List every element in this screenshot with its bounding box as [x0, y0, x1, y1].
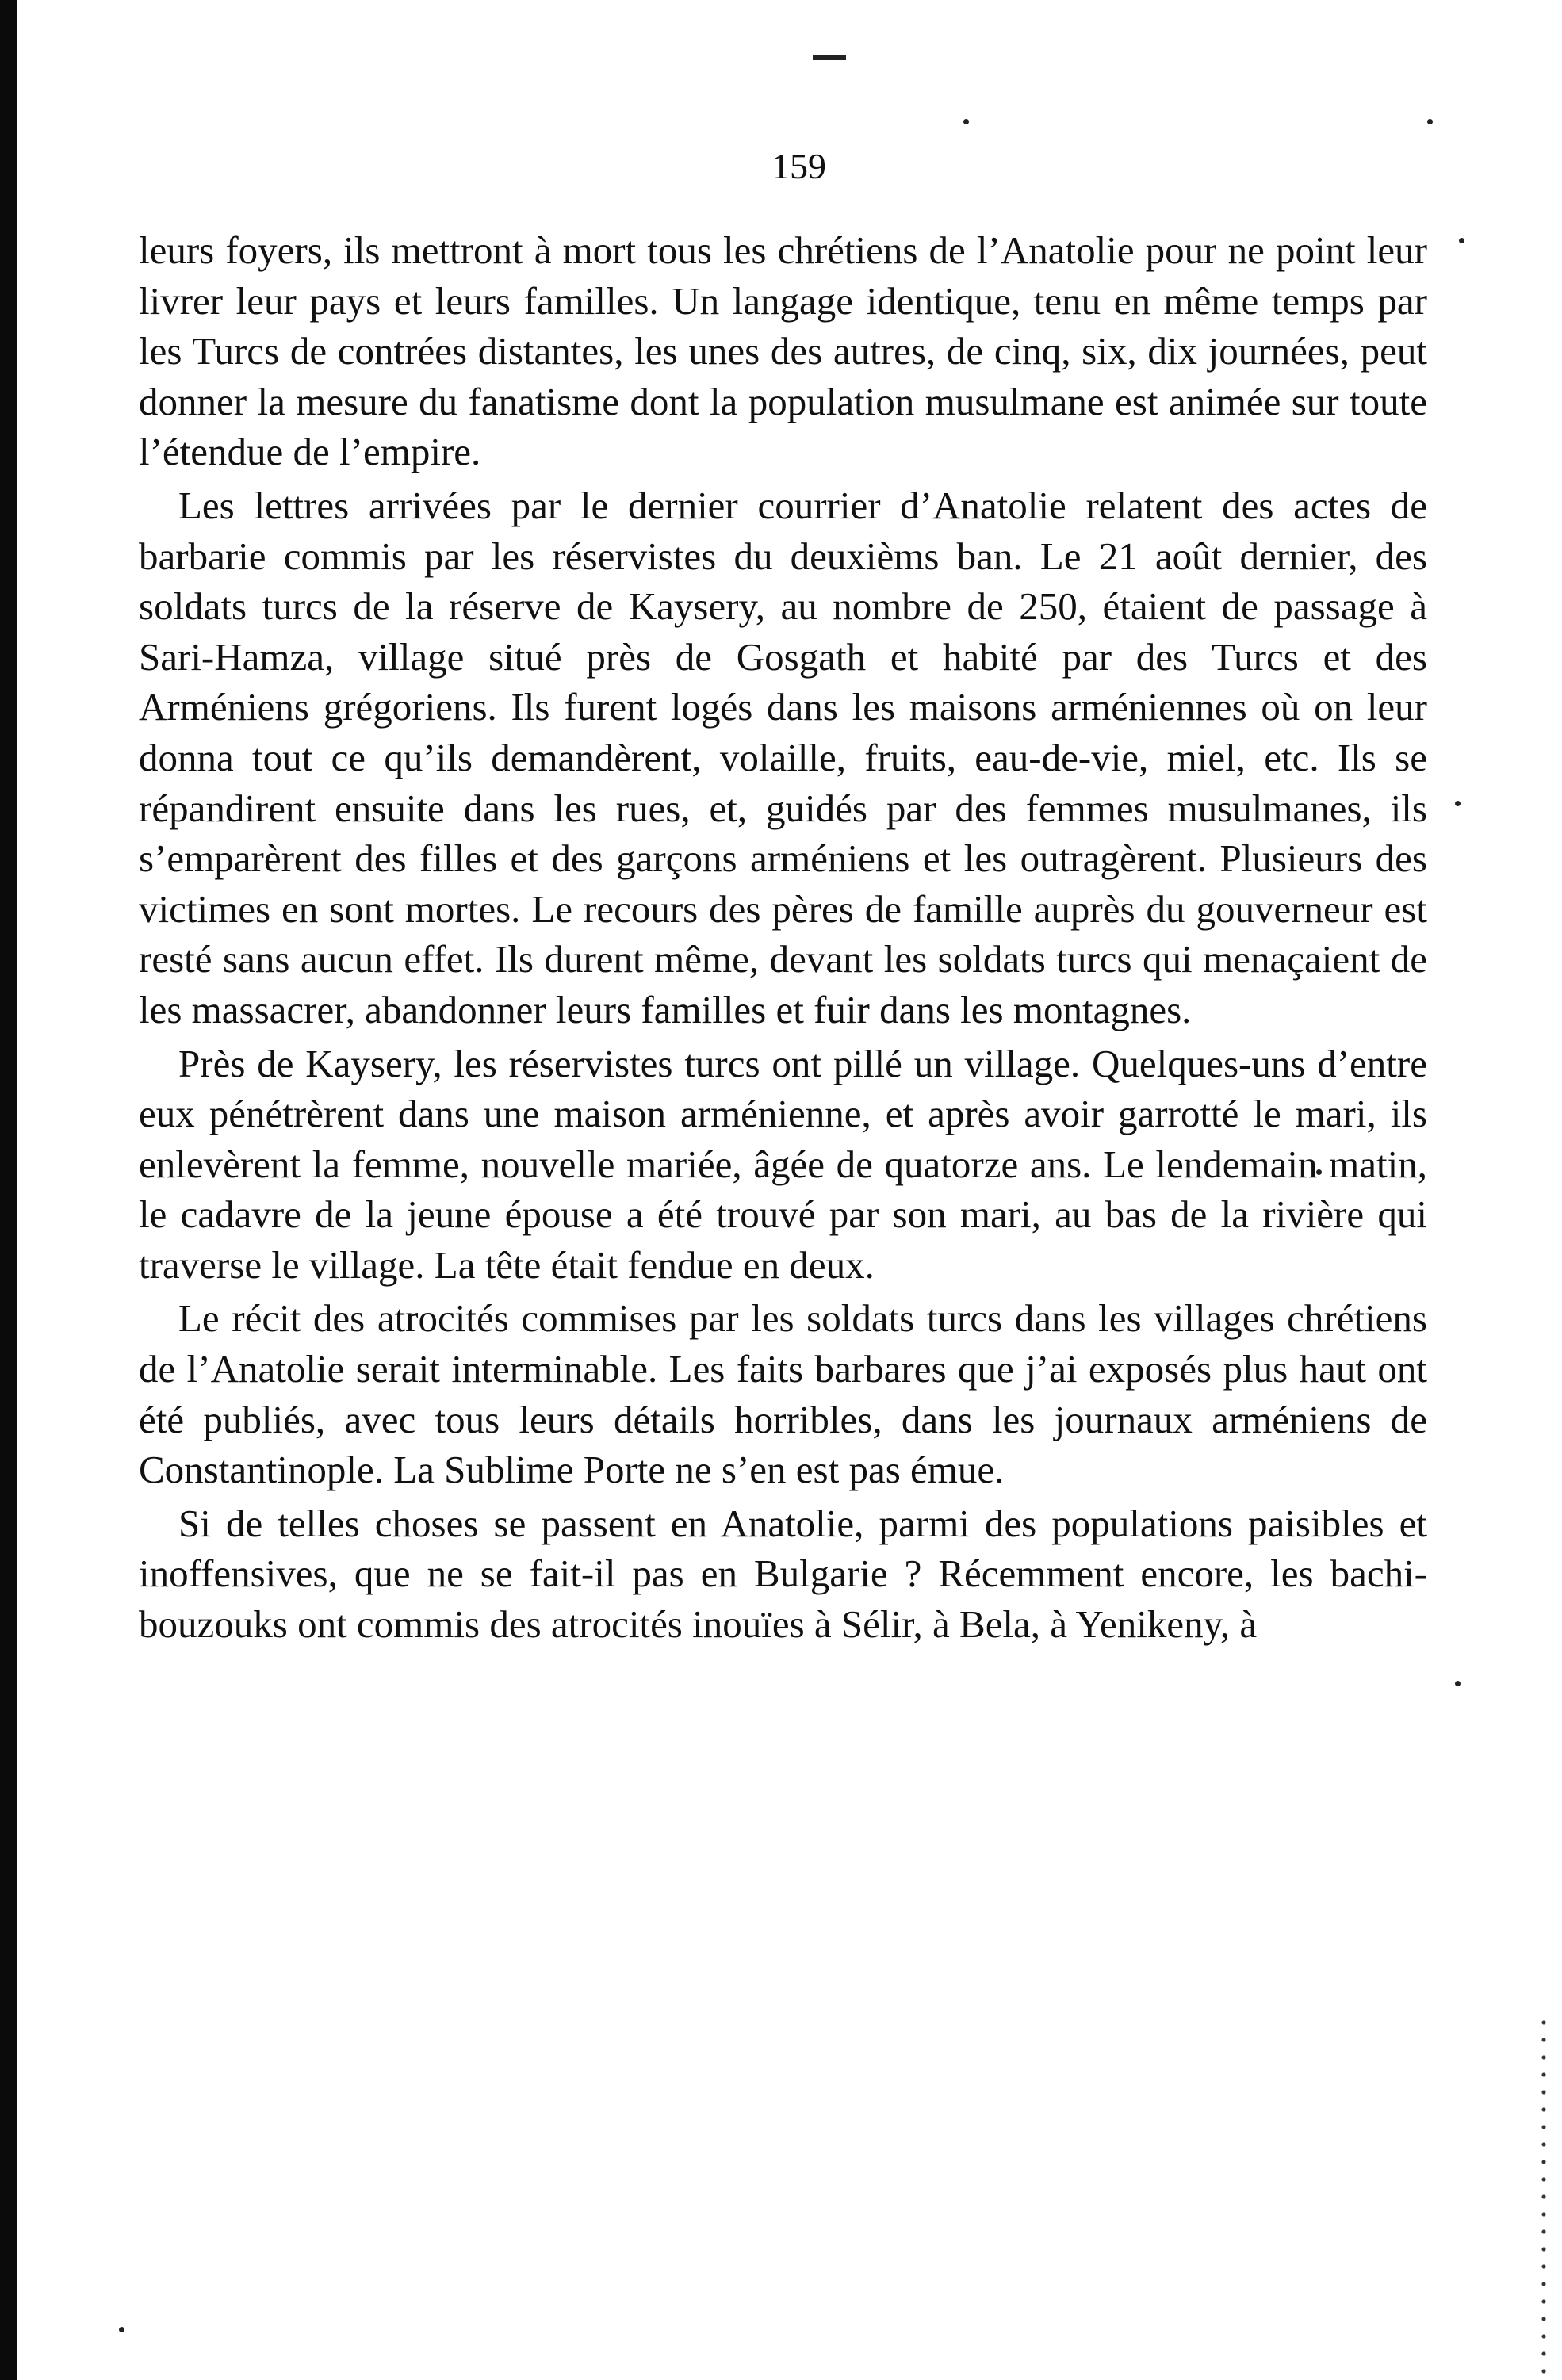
scan-edge-dots	[1540, 2014, 1548, 2378]
scan-speck	[1455, 1681, 1461, 1686]
scan-speck	[1427, 119, 1433, 124]
paragraph-1: leurs foyers, ils mettront à mort tous les chrétiens de l’Anatolie pour ne point leur livrer leur pays et leurs familles. Un langage identique, tenu en même temps par les Turcs de contrées distantes, les unes des autres, de cinq, six, dix journées, peut donner la mesure du fanatisme dont la population musulmane est animée sur toute l’étendue de l’empire.	[139, 228, 1427, 474]
paragraph-3: Près de Kaysery, les réservistes turcs ont pillé un village. Quelques-uns d’entre eux pénétrèrent dans une maison arménienne, et après avoir garrotté le mari, ils enlevèrent la femme, nouvelle mariée, âgée de quatorze ans. Le lendemain matin, le cadavre de la jeune épouse a été trouvé par son mari, au bas de la rivière qui traverse le village. La tête était fendue en deux.	[139, 1041, 1427, 1287]
scan-mark	[813, 55, 846, 60]
page-number: 159	[771, 146, 826, 186]
scan-speck	[119, 2327, 124, 2332]
scan-speck	[1455, 801, 1461, 806]
paragraph-4: Le récit des atrocités commises par les soldats turcs dans les villages chrétiens de l’Anatolie serait interminable. Les faits barbares que j’ai exposés plus haut ont été publiés, avec tous leurs détails horribles, dans les journaux arméniens de Constantinople. La Sublime Porte ne s’en est pas émue.	[139, 1296, 1427, 1492]
scan-speck	[963, 119, 969, 124]
scan-speck	[1459, 238, 1464, 243]
paragraph-2: Les lettres arrivées par le dernier courrier d’Anatolie relatent des actes de barbarie commis par les réservistes du deuxièms ban. Le 21 août dernier, des soldats turcs de la réserve de Kaysery, au nombre de 250, étaient de passage à Sari-Hamza, village situé près de Gosgath et habité par des Turcs et des Arméniens grégoriens. Ils furent logés dans les maisons arméniennes où on leur donna tout ce qu’ils demandèrent, volaille, fruits, eau-de-vie, miel, etc. Ils se répandirent ensuite dans les rues, et, guidés par des femmes musulmanes, ils s’emparèrent des filles et des garçons arméniens et les outragèrent. Plusieurs des victimes en sont mortes. Le recours des pères de famille auprès du gouverneur est resté sans aucun effet. Ils durent même, devant les soldats turcs qui menaçaient de les massacrer, abandonner leurs familles et fuir dans les montagnes.	[139, 483, 1427, 1031]
book-page	[139, 143, 1427, 1650]
scan-edge	[0, 0, 17, 2380]
paragraph-5: Si de telles choses se passent en Anatolie, parmi des populations paisibles et inoffensives, que ne se fait-il pas en Bulgarie ? Récemment encore, les bachi-bouzouks ont commis des atrocités inouïes à Sélir, à Bela, à Yenikeny, à	[139, 1501, 1427, 1647]
